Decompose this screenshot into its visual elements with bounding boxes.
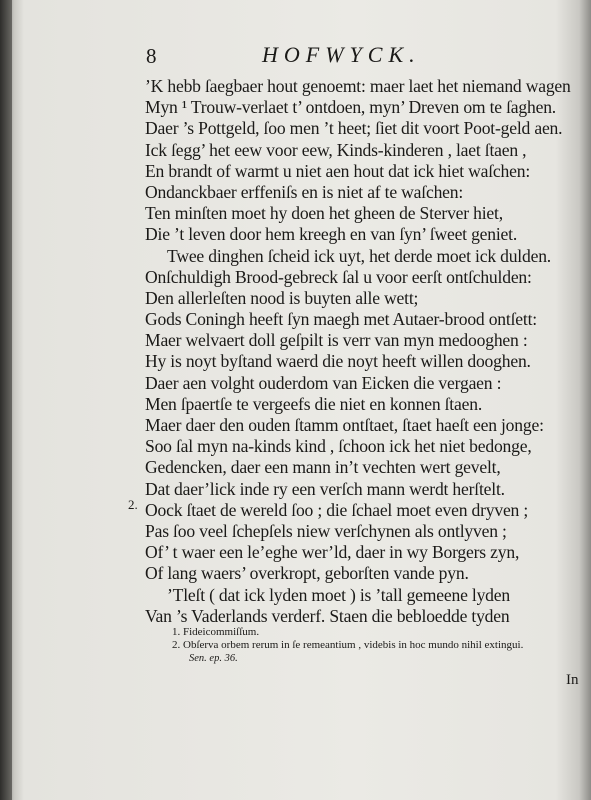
footnote: 2. Obſerva orbem rerum in ſe remeantium , videbis in hoc mundo nihil extingui. xyxy=(172,639,524,651)
footnote: 1. Fideicommiſſum. xyxy=(172,626,260,638)
verse-line: Oock ſtaet de wereld ſoo ; die ſchael moet even dryven ; xyxy=(145,499,529,520)
running-head: HOFWYCK. xyxy=(262,42,421,67)
verse-line: ’K hebb ſaegbaer hout genoemt: maer laet het niemand wagen xyxy=(145,76,571,96)
verse-line: Men ſpaertſe te vergeefs die niet en konnen ſtaen. xyxy=(145,393,483,414)
page-number: 8 xyxy=(146,44,157,68)
verse-line: Ick ſegg’ het eew voor eew, Kinds-kinderen , laet ſtaen , xyxy=(145,139,527,160)
verse-line: Of lang waers’ overkropt, geborſten vande pyn. xyxy=(145,563,469,584)
margin-note-marker: 2. xyxy=(128,497,138,512)
verse-line: Dat daer’lick inde ry een verſch mann werdt herſtelt. xyxy=(145,478,505,499)
verse-line: Onſchuldigh Brood-gebreck ſal u voor eerſt ontſchulden: xyxy=(145,266,532,287)
verse-line: Soo ſal myn na-kinds kind , ſchoon ick het niet bedonge, xyxy=(145,436,532,457)
verse-line: Gods Coningh heeft ſyn maegh met Autaer-brood ontſett: xyxy=(145,309,537,330)
catchword: In xyxy=(566,672,579,688)
verse-line: Ondanckbaer erffeniſs en is niet af te waſchen: xyxy=(145,181,464,202)
verse-line: Gedencken, daer een mann in’t vechten wert gevelt, xyxy=(145,457,501,478)
verse-line: Den allerleſten nood is buyten alle wett; xyxy=(145,287,419,308)
verse-line: Of’ t waer een le’eghe wer’ld, daer in wy Borgers zyn, xyxy=(145,542,520,563)
verse-line: Hy is noyt byſtand waerd die noyt heeft willen dooghen. xyxy=(145,351,531,372)
verse-block xyxy=(145,76,585,627)
footnote-citation: Sen. ep. 36. xyxy=(189,653,238,664)
verse-line: Pas ſoo veel ſchepſels niew verſchynen als ontlyven ; xyxy=(145,520,507,541)
verse-line: ’Tleſt ( dat ick lyden moet ) is ’tall gemeene lyden xyxy=(167,584,510,605)
verse-line: En brandt of warmt u niet aen hout dat ick hiet waſchen: xyxy=(145,160,531,181)
verse-line: Die ’t leven door hem kreegh en van ſyn’ ſweet geniet. xyxy=(145,224,518,245)
binding-gutter xyxy=(0,0,12,800)
verse-line: Ten minſten moet hy doen het gheen de Sterver hiet, xyxy=(145,203,503,224)
verse-line: Myn ¹ Trouw-verlaet t’ ontdoen, myn’ Dreven om te ſaghen. xyxy=(145,97,556,118)
verse-line: Twee dinghen ſcheid ick uyt, het derde moet ick dulden. xyxy=(167,245,551,266)
verse-line: Van ’s Vaderlands verderf. Staen die bebloedde tyden xyxy=(145,605,510,626)
verse-line: Maer daer den ouden ſtamm ontſtaet, ſtaet haeſt een jonge: xyxy=(145,415,544,435)
footnotes xyxy=(172,626,582,665)
verse-line: Daer ’s Pottgeld, ſoo men ’t heet; ſiet dit voort Poot-geld aen. xyxy=(145,118,563,139)
verse-line: Maer welvaert doll geſpilt is verr van myn medooghen : xyxy=(145,330,528,351)
verse-line: Daer aen volght ouderdom van Eicken die vergaen : xyxy=(145,372,502,393)
